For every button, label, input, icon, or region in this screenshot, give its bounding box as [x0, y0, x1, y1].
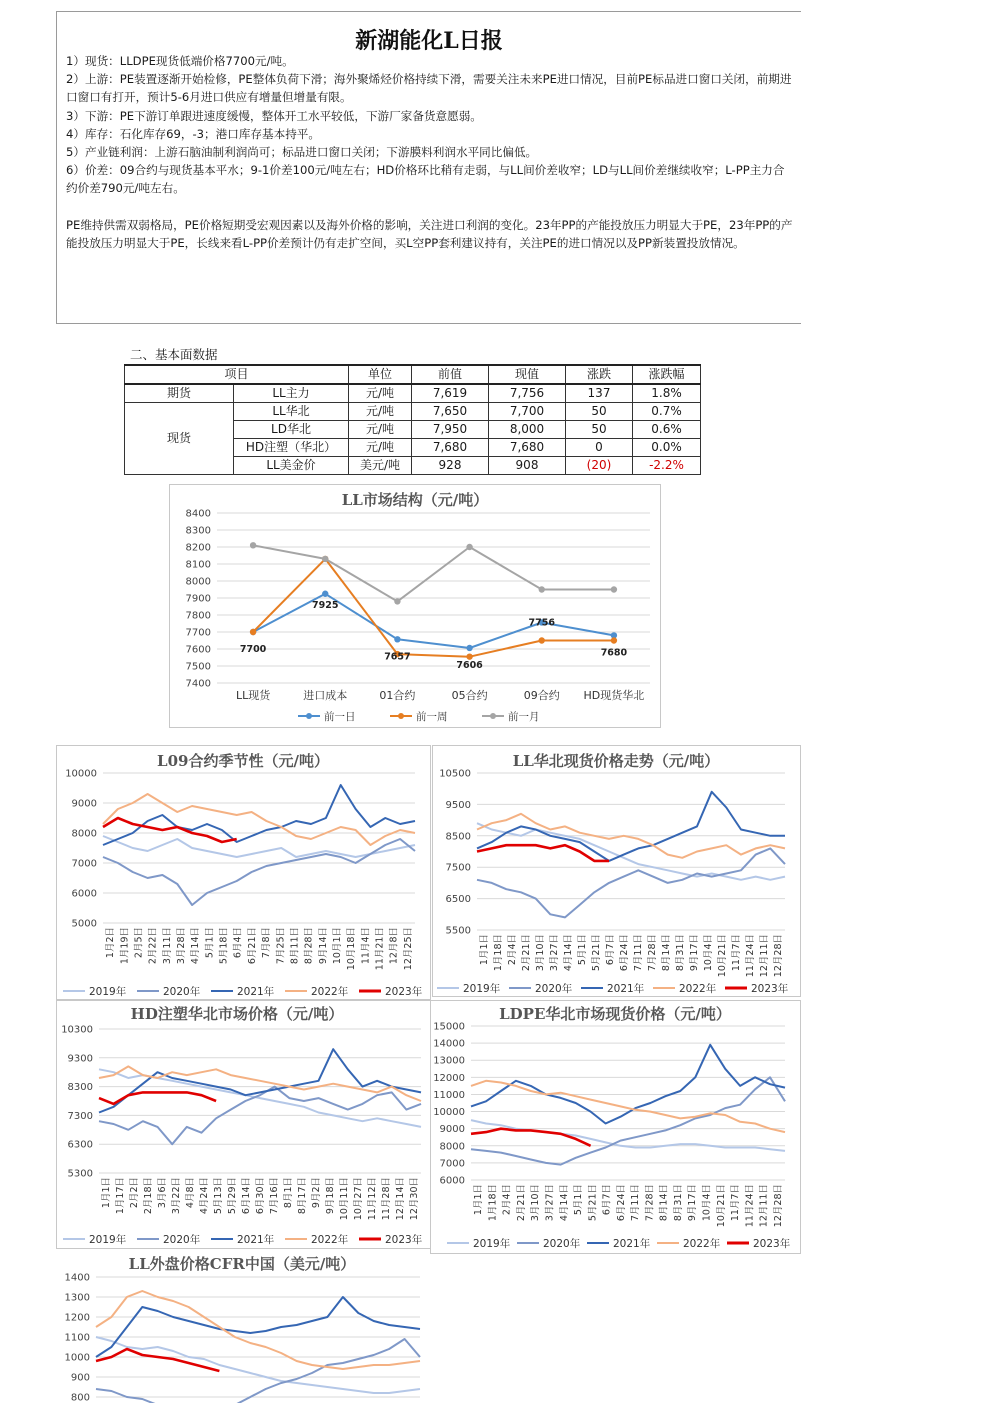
y-tick-label: 8300 — [67, 1082, 93, 1094]
x-tick-label: 1月17日 — [115, 1177, 126, 1215]
y-tick-label: 5300 — [67, 1168, 93, 1180]
ll-north-spot-chart — [432, 745, 801, 997]
series-line — [477, 848, 785, 917]
table-header-cell: 涨跌幅 — [633, 365, 701, 384]
data-label: 7606 — [456, 659, 483, 671]
table-cell: 0.7% — [633, 403, 701, 421]
x-tick-label: 3月27日 — [544, 1184, 556, 1222]
x-tick-label: 6月14日 — [241, 1177, 252, 1215]
legend-label: 2019年 — [473, 1238, 511, 1250]
x-tick-label: 8月14日 — [658, 1184, 670, 1222]
x-tick-label: 10月1日 — [332, 927, 343, 965]
x-tick-label: 11月12日 — [367, 1177, 378, 1221]
y-tick-label: 15000 — [433, 1021, 465, 1033]
table-cell: 元/吨 — [349, 384, 412, 403]
legend-label: 2020年 — [535, 983, 573, 995]
y-tick-label: 1400 — [64, 1272, 90, 1284]
x-tick-label: 10月27日 — [353, 1177, 364, 1221]
y-tick-label: 13000 — [433, 1055, 465, 1067]
report-paragraph: 4）库存：石化库存69，-3；港口库存基本持平。 — [66, 126, 320, 141]
x-tick-label: 3月10日 — [535, 934, 546, 972]
x-tick-label: 7月28日 — [647, 934, 658, 972]
x-tick-label: 2月18日 — [143, 1177, 154, 1215]
x-tick-label: 3月6日 — [157, 1177, 168, 1209]
data-label: 7680 — [600, 647, 628, 659]
chart-svg — [57, 1001, 430, 1248]
y-tick-label: 10000 — [65, 768, 97, 780]
x-tick-label: 2月21日 — [521, 934, 532, 972]
table-cell: 0.0% — [633, 439, 701, 457]
report-paragraph: 3）下游：PE下游订单跟进速度缓慢，整体开工水平较低，下游厂家备货意愿弱。 — [66, 108, 482, 123]
x-tick-label: 5月13日 — [213, 1177, 224, 1215]
y-tick-label: 1300 — [64, 1292, 90, 1304]
legend-label: 2020年 — [163, 1234, 201, 1246]
series-line — [96, 1349, 219, 1371]
table-cell: 7,756 — [489, 384, 566, 403]
data-point — [539, 637, 545, 643]
table-cell: 50 — [566, 403, 633, 421]
x-tick-label: 2月4日 — [501, 1184, 513, 1216]
chart-title: HD注塑华北市场价格（元/吨） — [130, 1005, 344, 1023]
x-tick-label: 3月28日 — [176, 927, 187, 965]
x-tick-label: 9月18日 — [325, 1177, 336, 1215]
y-tick-label: 8400 — [185, 508, 211, 520]
y-tick-label: 10300 — [61, 1024, 93, 1036]
chart-svg — [431, 1001, 800, 1253]
y-tick-label: 9300 — [67, 1053, 93, 1065]
x-tick-label: 8月1日 — [283, 1177, 294, 1209]
table-cell: 908 — [489, 457, 566, 475]
x-tick-label: 11月7日 — [731, 934, 742, 972]
table-cell: HD注塑（华北） — [234, 439, 349, 457]
x-tick-label: 8月17日 — [297, 1177, 308, 1215]
x-tick-label: 2月21日 — [515, 1184, 527, 1222]
y-tick-label: 6000 — [71, 888, 97, 900]
x-tick-label: 8月14日 — [661, 934, 672, 972]
table-header-cell: 涨跌 — [566, 365, 633, 384]
data-point — [322, 591, 328, 597]
x-tick-label: 8月31日 — [675, 934, 686, 972]
x-tick-label: 1月1日 — [473, 1184, 485, 1216]
series-line — [477, 792, 785, 861]
x-tick-label: 进口成本 — [303, 689, 348, 702]
x-tick-label: 1月18日 — [493, 934, 504, 972]
series-line — [471, 1129, 591, 1146]
y-tick-label: 8000 — [439, 1141, 465, 1153]
y-tick-label: 7000 — [439, 1158, 465, 1170]
x-tick-label: 9月17日 — [689, 934, 700, 972]
report-paragraph: 5）产业链利润：上游石脑油制利润尚可；标品进口窗口关闭；下游膜料利润水平同比偏低。 — [66, 145, 538, 160]
x-tick-label: 11月24日 — [744, 1184, 756, 1228]
x-tick-label: 5月1日 — [204, 927, 216, 959]
y-tick-label: 6000 — [439, 1175, 465, 1187]
table-header-cell: 单位 — [349, 365, 412, 384]
table-cell: 7,950 — [412, 421, 489, 439]
x-tick-label: 12月11日 — [759, 934, 770, 978]
x-tick-label: 4月14日 — [563, 934, 574, 972]
data-point — [611, 586, 617, 592]
table-cell: LL华北 — [234, 403, 349, 421]
x-tick-label: 1月19日 — [119, 927, 131, 965]
legend-label: 2020年 — [163, 986, 201, 998]
legend-label: 2023年 — [385, 986, 423, 998]
legend-label: 2022年 — [679, 983, 717, 995]
x-tick-label: 09合约 — [523, 689, 560, 702]
chart-svg — [170, 485, 660, 727]
legend-label: 2021年 — [613, 1238, 651, 1250]
y-tick-label: 7700 — [185, 627, 211, 639]
y-tick-label: 5500 — [445, 925, 471, 937]
y-tick-label: 1000 — [64, 1352, 90, 1364]
x-tick-label: 10月21日 — [717, 934, 728, 978]
table-group-cell: 现货 — [125, 403, 234, 475]
report-box — [56, 11, 801, 324]
x-tick-label: 5月21日 — [591, 934, 602, 972]
legend-label: 2019年 — [89, 1234, 127, 1246]
y-tick-label: 11000 — [433, 1089, 465, 1101]
table-cell: 0.6% — [633, 421, 701, 439]
x-tick-label: 3月10日 — [530, 1184, 542, 1222]
chart-svg — [56, 1250, 429, 1403]
legend-label: 2019年 — [463, 983, 501, 995]
y-tick-label: 900 — [70, 1372, 90, 1384]
y-tick-label: 12000 — [433, 1072, 465, 1084]
x-tick-label: 5月18日 — [218, 927, 230, 965]
x-tick-label: 3月11日 — [161, 927, 173, 965]
legend-label: 2022年 — [311, 1234, 349, 1246]
x-tick-label: 6月24日 — [619, 934, 630, 972]
x-tick-label: 5月1日 — [577, 934, 588, 966]
y-tick-label: 7600 — [185, 644, 211, 656]
x-tick-label: 7月11日 — [630, 1184, 642, 1222]
table-cell: 50 — [566, 421, 633, 439]
legend-marker — [306, 713, 312, 719]
x-tick-label: 2月5日 — [133, 927, 145, 959]
table-cell-negative: -2.2% — [633, 457, 701, 475]
x-tick-label: 11月24日 — [745, 934, 756, 978]
table-group-cell: 期货 — [125, 384, 234, 403]
data-point — [539, 586, 545, 592]
y-tick-label: 5000 — [71, 918, 97, 930]
x-tick-label: 4月14日 — [190, 927, 202, 965]
x-tick-label: 5月21日 — [587, 1184, 599, 1222]
x-tick-label: 6月7日 — [605, 934, 616, 966]
legend-marker — [398, 713, 404, 719]
x-tick-label: 10月21日 — [715, 1184, 727, 1228]
y-tick-label: 8300 — [185, 525, 211, 537]
legend-label: 2021年 — [237, 1234, 275, 1246]
y-tick-label: 7400 — [185, 678, 211, 690]
x-tick-label: 6月4日 — [232, 927, 244, 959]
x-tick-label: 6月24日 — [615, 1184, 627, 1222]
chart-title: LL华北现货价格走势（元/吨） — [512, 752, 720, 770]
x-tick-label: 7月16日 — [269, 1177, 280, 1215]
data-point — [466, 544, 472, 550]
table-cell: 928 — [412, 457, 489, 475]
legend-label: 2019年 — [89, 986, 127, 998]
x-tick-label: 7月28日 — [644, 1184, 656, 1222]
series-line — [103, 785, 415, 845]
y-tick-label: 6300 — [67, 1139, 93, 1151]
legend-marker — [490, 713, 496, 719]
x-tick-label: 1月18日 — [487, 1184, 499, 1222]
x-tick-label: 7月11日 — [633, 934, 644, 972]
data-label: 7657 — [384, 651, 411, 663]
x-tick-label: 12月30日 — [409, 1177, 420, 1221]
legend-label: 前一周 — [416, 711, 448, 723]
x-tick-label: 4月14日 — [558, 1184, 570, 1222]
legend-label: 2023年 — [751, 983, 789, 995]
x-tick-label: 10月11日 — [339, 1177, 350, 1221]
table-header-cell: 前值 — [412, 365, 489, 384]
y-tick-label: 8000 — [185, 576, 211, 588]
table-header-row — [125, 365, 701, 384]
report-title: 新湖能化L日报 — [355, 28, 503, 54]
data-point — [466, 653, 472, 659]
y-tick-label: 10500 — [439, 768, 471, 780]
chart-svg — [57, 746, 430, 999]
data-point — [466, 645, 472, 651]
data-point — [394, 636, 400, 642]
x-tick-label: 2月2日 — [129, 1177, 140, 1209]
y-tick-label: 7300 — [67, 1110, 93, 1122]
legend-label: 2022年 — [311, 986, 349, 998]
ldpe-north-chart — [430, 1000, 801, 1254]
x-tick-label: 3月27日 — [549, 934, 560, 972]
chart-title: LDPE华北市场现货价格（元/吨） — [499, 1005, 731, 1023]
table-row — [125, 384, 701, 403]
table-row — [125, 403, 701, 421]
table-cell: 7,619 — [412, 384, 489, 403]
l09-seasonal-chart — [56, 745, 431, 1000]
y-tick-label: 800 — [70, 1392, 90, 1403]
y-tick-label: 9000 — [439, 1124, 465, 1136]
report-body — [66, 52, 796, 252]
data-point — [250, 629, 256, 635]
report-paragraph: 2）上游：PE装置逐渐开始检修，PE整体负荷下滑；海外聚烯烃价格持续下滑，需要关注未来PE进口情况，目前PE标品进口窗口关闭，前期进口窗口有打开，预计5-6月进口供应有增量但增量有限。 — [66, 72, 792, 105]
legend-label: 2021年 — [607, 983, 645, 995]
series-line — [103, 836, 415, 857]
series-line — [99, 1092, 216, 1104]
x-tick-label: 10月18日 — [346, 927, 358, 971]
series-line — [471, 1081, 785, 1132]
y-tick-label: 8200 — [185, 542, 211, 554]
table-cell: 7,680 — [412, 439, 489, 457]
table-cell: 7,650 — [412, 403, 489, 421]
series-line — [253, 545, 614, 601]
x-tick-label: 6月21日 — [246, 927, 258, 965]
x-tick-label: 12月11日 — [758, 1184, 770, 1228]
x-tick-label: 2月4日 — [507, 934, 518, 966]
y-tick-label: 7500 — [445, 862, 471, 874]
chart-title: LL市场结构（元/吨） — [341, 491, 489, 509]
x-tick-label: 01合约 — [379, 689, 416, 702]
x-tick-label: 1月1日 — [479, 934, 490, 966]
x-tick-label: 8月31日 — [672, 1184, 684, 1222]
y-tick-label: 8500 — [445, 831, 471, 843]
y-tick-label: 14000 — [433, 1038, 465, 1050]
legend-label: 2021年 — [237, 986, 275, 998]
legend-label: 前一月 — [508, 711, 540, 723]
x-tick-label: 3月22日 — [171, 1177, 182, 1215]
x-tick-label: 9月2日 — [311, 1177, 322, 1209]
ll-market-structure-chart — [169, 484, 661, 728]
x-tick-label: 6月7日 — [601, 1184, 613, 1216]
table-cell: LL美金价 — [234, 457, 349, 475]
chart-title: LL外盘价格CFR中国（美元/吨） — [128, 1255, 356, 1273]
x-tick-label: 9月14日 — [317, 927, 329, 965]
x-tick-label: 6月30日 — [255, 1177, 266, 1215]
x-tick-label: 12月25日 — [402, 927, 414, 971]
x-tick-label: 5月29日 — [227, 1177, 238, 1215]
table-header-cell: 现值 — [489, 365, 566, 384]
legend-label: 2023年 — [385, 1234, 423, 1246]
y-tick-label: 10000 — [433, 1107, 465, 1119]
y-tick-label: 6500 — [445, 894, 471, 906]
x-tick-label: 10月4日 — [701, 1184, 713, 1222]
ll-cfr-china-chart — [56, 1250, 429, 1403]
legend-label: 2020年 — [543, 1238, 581, 1250]
y-tick-label: 8100 — [185, 559, 211, 571]
x-tick-label: 11月4日 — [360, 927, 372, 965]
x-tick-label: 11月28日 — [381, 1177, 392, 1221]
x-tick-label: 7月25日 — [275, 927, 287, 965]
table-cell: 8,000 — [489, 421, 566, 439]
series-line — [471, 1120, 785, 1151]
x-tick-label: 2月22日 — [147, 927, 159, 965]
x-tick-label: 12月8日 — [388, 927, 400, 965]
x-tick-label: 5月1日 — [573, 1184, 585, 1216]
data-point — [250, 542, 256, 548]
chart-title: L09合约季节性（元/吨） — [157, 752, 329, 770]
x-tick-label: 12月14日 — [395, 1177, 406, 1221]
data-label: 7756 — [528, 617, 555, 629]
table-cell: 0 — [566, 439, 633, 457]
basic-data-table — [124, 364, 701, 475]
data-label: 7925 — [312, 599, 339, 611]
table-cell: 元/吨 — [349, 421, 412, 439]
table-cell: 7,700 — [489, 403, 566, 421]
series-line — [103, 839, 415, 905]
x-tick-label: HD现货华北 — [583, 689, 645, 702]
chart-svg — [433, 746, 800, 996]
x-tick-label: 8月11日 — [289, 927, 301, 965]
x-tick-label: 9月17日 — [687, 1184, 699, 1222]
x-tick-label: 11月7日 — [730, 1184, 742, 1222]
table-cell: 7,680 — [489, 439, 566, 457]
report-paragraph: 6）价差：09合约与现货基本平水；9-1价差100元/吨左右；HD价格环比稍有走弱，与LL间价差收窄；LD与LL间价差继续收窄；L-PP主力合约价差790元/吨左右。 — [66, 163, 785, 196]
x-tick-label: 1月1日 — [101, 1177, 112, 1209]
table-cell: 137 — [566, 384, 633, 403]
legend-label: 2022年 — [683, 1238, 721, 1250]
y-tick-label: 8000 — [71, 828, 97, 840]
section-title: 二、基本面数据 — [130, 347, 218, 362]
x-tick-label: 8月28日 — [303, 927, 315, 965]
y-tick-label: 1100 — [64, 1332, 90, 1344]
legend-label: 前一日 — [324, 711, 356, 723]
hd-injection-chart — [56, 1000, 431, 1249]
table-cell: LL主力 — [234, 384, 349, 403]
y-tick-label: 9500 — [445, 799, 471, 811]
x-tick-label: 11月21日 — [374, 927, 386, 971]
x-tick-label: 05合约 — [451, 689, 488, 702]
data-point — [322, 556, 328, 562]
data-label: 7700 — [239, 644, 267, 655]
data-point — [611, 637, 617, 643]
table-cell: 1.8% — [633, 384, 701, 403]
y-tick-label: 7900 — [185, 593, 211, 605]
report-summary: PE维持供需双弱格局，PE价格短期受宏观因素以及海外价格的影响，关注进口利润的变化。23年PP的产能投放压力明显大于PE，23年PP的产能投放压力明显大于PE，长线来看L-PP价差预计仍有走扩空间，买L空PP套利建议持有，关注PE的进口情况以及PP新装置投放情况。 — [66, 217, 793, 250]
x-tick-label: 7月8日 — [261, 927, 273, 959]
table-cell: LD华北 — [234, 421, 349, 439]
x-tick-label: 12月28日 — [773, 934, 784, 978]
table-cell: 元/吨 — [349, 403, 412, 421]
table-header-cell: 项目 — [125, 365, 349, 384]
table-cell: 元/吨 — [349, 439, 412, 457]
y-tick-label: 7800 — [185, 610, 211, 622]
x-tick-label: LL现货 — [235, 689, 271, 702]
y-tick-label: 7500 — [185, 661, 211, 673]
y-tick-label: 1200 — [64, 1312, 90, 1324]
x-tick-label: 4月8日 — [185, 1177, 196, 1209]
x-tick-label: 1月2日 — [105, 927, 117, 959]
report-paragraph: 1）现货：LLDPE现货低端价格7700元/吨。 — [66, 54, 294, 68]
y-tick-label: 9000 — [71, 798, 97, 810]
legend-label: 2023年 — [753, 1238, 791, 1250]
x-tick-label: 10月4日 — [703, 934, 714, 972]
x-tick-label: 12月28日 — [772, 1184, 784, 1228]
x-tick-label: 4月24日 — [199, 1177, 210, 1215]
table-cell: 美元/吨 — [349, 457, 412, 475]
y-tick-label: 7000 — [71, 858, 97, 870]
table-cell-negative: (20) — [566, 457, 633, 475]
data-point — [394, 598, 400, 604]
